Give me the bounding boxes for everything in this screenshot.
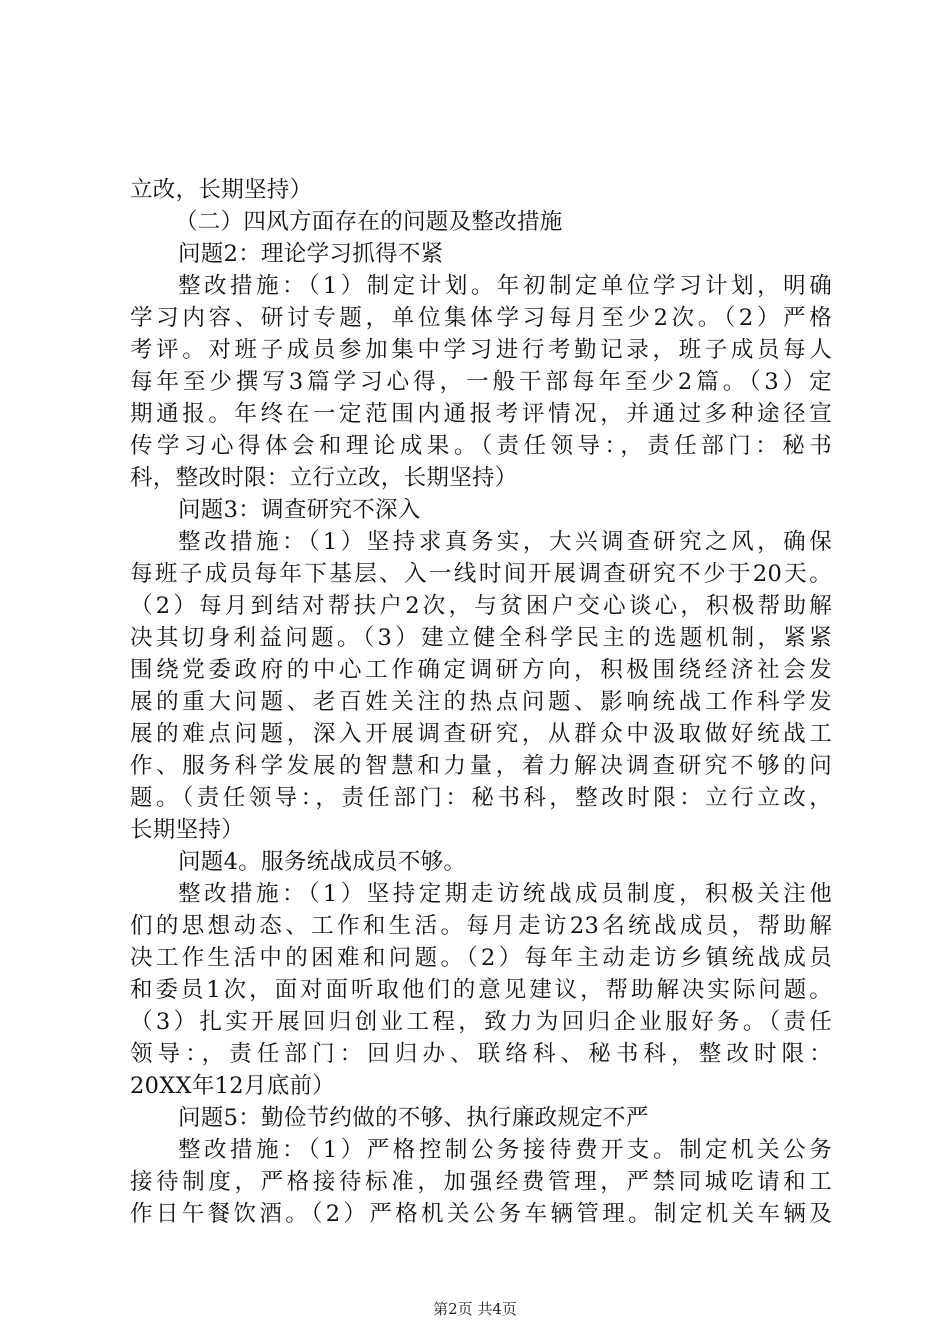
text-line-21: 长期坚持） xyxy=(130,817,245,843)
text-line-1: 立改，长期坚持） xyxy=(130,177,313,203)
text-line-5: 学习内容、研讨专题，单位集体学习每月至少2次。（2）严格 xyxy=(130,305,832,331)
text-line-14: （2）每月到结对帮扶户2次，与贫困户交心谈心，积极帮助解 xyxy=(130,593,832,619)
text-line-25: 决工作生活中的困难和问题。（2）每年主动走访乡镇统战成员 xyxy=(130,945,832,971)
text-line-17: 展的重大问题、老百姓关注的热点问题、影响统战工作科学发 xyxy=(130,689,832,715)
text-line-10: 科，整改时限：立行立改，长期坚持） xyxy=(130,465,518,491)
text-line-20: 题。（责任领导：，责任部门：秘书科，整改时限：立行立改， xyxy=(130,785,832,811)
text-line-12: 整改措施：（1）坚持求真务实，大兴调查研究之风，确保 xyxy=(178,529,832,555)
text-line-9: 传学习心得体会和理论成果。（责任领导：，责任部门：秘书 xyxy=(130,433,832,459)
text-line-15: 决其切身利益问题。（3）建立健全科学民主的选题机制，紧紧 xyxy=(130,625,832,651)
text-line-13: 每班子成员每年下基层、入一线时间开展调查研究不少于20天。 xyxy=(130,561,832,587)
text-line-8: 期通报。年终在一定范围内通报考评情况，并通过多种途径宣 xyxy=(130,401,832,427)
text-line-29: 20XX年12月底前） xyxy=(130,1073,336,1099)
text-line-4: 整改措施：（1）制定计划。年初制定单位学习计划，明确 xyxy=(178,273,832,299)
text-line-18: 展的难点问题，深入开展调查研究，从群众中汲取做好统战工 xyxy=(130,721,832,747)
text-line-7: 每年至少撰写3篇学习心得，一般干部每年至少2篇。（3）定 xyxy=(130,369,832,395)
document-body xyxy=(130,174,832,1230)
problem-2-heading: 问题2：理论学习抓得不紧 xyxy=(178,241,444,267)
problem-4-heading: 问题4。服务统战成员不够。 xyxy=(178,849,467,875)
text-line-23: 整改措施：（1）坚持定期走访统战成员制度，积极关注他 xyxy=(178,881,832,907)
text-line-19: 作、服务科学发展的智慧和力量，着力解决调查研究不够的问 xyxy=(130,753,832,779)
page-footer: 第2页 共4页 xyxy=(433,1300,517,1318)
text-line-26: 和委员1次，面对面听取他们的意见建议，帮助解决实际问题。 xyxy=(130,977,832,1003)
text-line-31: 整改措施：（1）严格控制公务接待费开支。制定机关公务 xyxy=(178,1137,832,1163)
text-line-6: 考评。对班子成员参加集中学习进行考勤记录，班子成员每人 xyxy=(130,337,832,363)
text-line-27: （3）扎实开展回归创业工程，致力为回归企业服好务。（责任 xyxy=(130,1009,832,1035)
text-line-32: 接待制度，严格接待标准，加强经费管理，严禁同城吃请和工 xyxy=(130,1169,832,1195)
problem-3-heading: 问题3：调查研究不深入 xyxy=(178,497,421,523)
text-line-33: 作日午餐饮酒。（2）严格机关公务车辆管理。制定机关车辆及 xyxy=(130,1201,832,1227)
text-line-24: 们的思想动态、工作和生活。每月走访23名统战成员，帮助解 xyxy=(130,913,832,939)
problem-5-heading: 问题5：勤俭节约做的不够、执行廉政规定不严 xyxy=(178,1105,649,1131)
section-heading-four-winds: （二）四风方面存在的问题及整改措施 xyxy=(175,209,563,235)
text-line-28: 领导：，责任部门：回归办、联络科、秘书科，整改时限： xyxy=(130,1041,832,1067)
text-line-16: 围绕党委政府的中心工作确定调研方向，积极围绕经济社会发 xyxy=(130,657,832,683)
